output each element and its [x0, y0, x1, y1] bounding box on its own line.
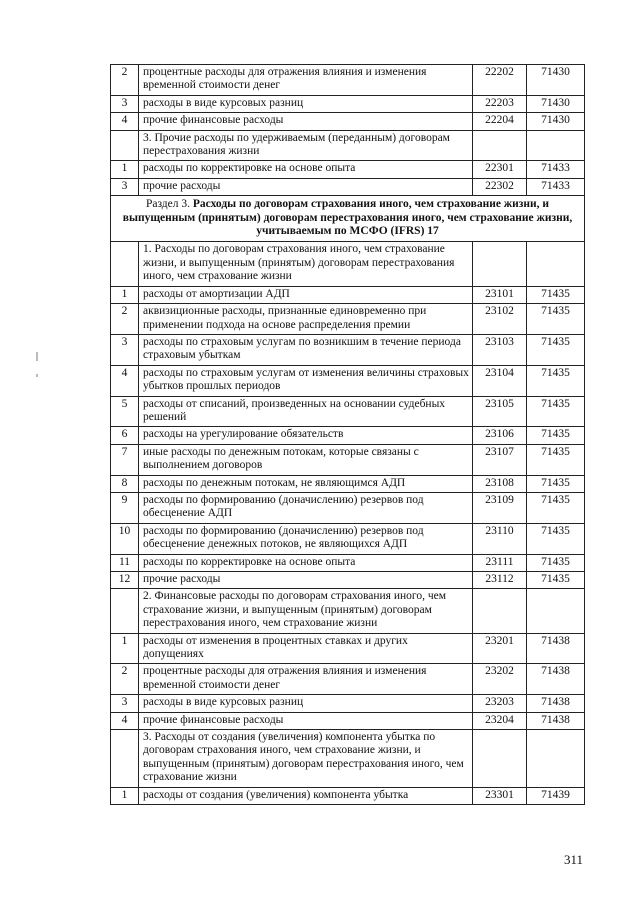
table-row — [111, 178, 585, 195]
row-account: 71438 — [527, 633, 585, 664]
row-number: 4 — [111, 712, 139, 729]
row-account: 71435 — [527, 286, 585, 303]
scan-mark — [36, 352, 38, 361]
page-number: 311 — [564, 852, 584, 867]
row-description: расходы по формированию (доначислению) резервов под обесценение АДП — [139, 492, 473, 523]
row-account — [527, 242, 585, 286]
table-row — [111, 286, 585, 303]
row-account: 71435 — [527, 572, 585, 589]
group-title: 3. Прочие расходы по удерживаемым (переданным) договорам перестрахования жизни — [139, 130, 473, 161]
row-account: 71430 — [527, 65, 585, 96]
scan-mark — [36, 374, 38, 377]
row-account — [527, 589, 585, 633]
row-description: процентные расходы для отражения влияния и изменения временной стоимости денег — [139, 664, 473, 695]
table-row — [111, 365, 585, 396]
row-account: 71435 — [527, 427, 585, 444]
table-row — [111, 396, 585, 427]
row-description: расходы на урегулирование обязательств — [139, 427, 473, 444]
table-row — [111, 664, 585, 695]
row-number: 7 — [111, 444, 139, 475]
table-row — [111, 65, 585, 96]
group-title: 3. Расходы от создания (увеличения) компонента убытка по договорам страхования иного, чем страхование жизни, и выпущенным (принятым) договорам перестрахования иного, чем страхование жизни — [139, 730, 473, 788]
row-account: 71435 — [527, 396, 585, 427]
table-row — [111, 475, 585, 492]
row-account — [527, 130, 585, 161]
row-number: 2 — [111, 664, 139, 695]
row-number: 8 — [111, 475, 139, 492]
table-row — [111, 633, 585, 664]
row-number: 3 — [111, 178, 139, 195]
table-row — [111, 492, 585, 523]
table-row — [111, 695, 585, 712]
group-title: 1. Расходы по договорам страхования иного, чем страхование жизни, и выпущенным (принятым) договорам перестрахования иного, чем страхование жизни — [139, 242, 473, 286]
row-number: 9 — [111, 492, 139, 523]
row-code: 23112 — [473, 572, 527, 589]
row-account: 71439 — [527, 787, 585, 804]
row-number — [111, 589, 139, 633]
row-description: расходы от изменения в процентных ставках и других допущениях — [139, 633, 473, 664]
row-number — [111, 730, 139, 788]
row-description: процентные расходы для отражения влияния и изменения временной стоимости денег — [139, 65, 473, 96]
row-code: 23201 — [473, 633, 527, 664]
accounts-table — [110, 64, 585, 805]
row-code: 23111 — [473, 554, 527, 571]
row-code: 23109 — [473, 492, 527, 523]
row-code: 22204 — [473, 113, 527, 130]
row-description: расходы по корректировке на основе опыта — [139, 161, 473, 178]
row-number: 2 — [111, 65, 139, 96]
row-code: 23301 — [473, 787, 527, 804]
table-row — [111, 334, 585, 365]
row-number: 11 — [111, 554, 139, 571]
row-code — [473, 242, 527, 286]
row-account: 71438 — [527, 712, 585, 729]
table-row — [111, 572, 585, 589]
row-account: 71435 — [527, 365, 585, 396]
row-description: расходы по страховым услугам от изменения величины страховых убытков прошлых периодов — [139, 365, 473, 396]
row-description: прочие расходы — [139, 572, 473, 589]
row-account: 71435 — [527, 334, 585, 365]
row-account: 71438 — [527, 695, 585, 712]
row-account: 71433 — [527, 161, 585, 178]
row-number: 3 — [111, 95, 139, 112]
row-code: 23204 — [473, 712, 527, 729]
row-code — [473, 130, 527, 161]
table-row — [111, 554, 585, 571]
row-description: прочие расходы — [139, 178, 473, 195]
row-description: расходы от списаний, произведенных на основании судебных решений — [139, 396, 473, 427]
table-row — [111, 523, 585, 554]
table-row — [111, 427, 585, 444]
row-code — [473, 730, 527, 788]
table-row — [111, 113, 585, 130]
row-description: аквизиционные расходы, признанные единовременно при применении подхода на основе распределения премии — [139, 304, 473, 335]
row-description: расходы по формированию (доначислению) резервов под обесценение денежных потоков, не являющихся АДП — [139, 523, 473, 554]
row-account: 71435 — [527, 523, 585, 554]
row-code: 23202 — [473, 664, 527, 695]
row-description: иные расходы по денежным потокам, которые связаны с выполнением договоров — [139, 444, 473, 475]
row-number: 3 — [111, 334, 139, 365]
row-code: 23107 — [473, 444, 527, 475]
row-number — [111, 242, 139, 286]
section-header-row — [111, 196, 585, 242]
row-description: расходы в виде курсовых разниц — [139, 95, 473, 112]
row-code: 23103 — [473, 334, 527, 365]
row-number: 4 — [111, 365, 139, 396]
row-number — [111, 130, 139, 161]
row-description: расходы по корректировке на основе опыта — [139, 554, 473, 571]
row-code: 23102 — [473, 304, 527, 335]
row-code: 23106 — [473, 427, 527, 444]
table-row — [111, 712, 585, 729]
row-account: 71438 — [527, 664, 585, 695]
row-account: 71435 — [527, 444, 585, 475]
row-account: 71433 — [527, 178, 585, 195]
row-number: 2 — [111, 304, 139, 335]
row-code: 22202 — [473, 65, 527, 96]
row-account: 71435 — [527, 475, 585, 492]
section-header — [111, 196, 585, 242]
row-code: 22203 — [473, 95, 527, 112]
section-title: Расходы по договорам страхования иного, чем страхование жизни, и выпущенным (принятым) договорам перестрахования иного, чем страхование жизни, учитываемым по МСФО (IFRS) 17 — [122, 198, 573, 238]
table-row — [111, 95, 585, 112]
row-code: 23108 — [473, 475, 527, 492]
accounts-table-body — [111, 65, 585, 805]
row-code: 23110 — [473, 523, 527, 554]
row-account: 71435 — [527, 304, 585, 335]
row-code: 22302 — [473, 178, 527, 195]
row-code: 23105 — [473, 396, 527, 427]
row-number: 1 — [111, 633, 139, 664]
row-description: прочие финансовые расходы — [139, 113, 473, 130]
row-number: 1 — [111, 161, 139, 178]
row-number: 5 — [111, 396, 139, 427]
row-account: 71430 — [527, 113, 585, 130]
row-code: 23101 — [473, 286, 527, 303]
row-number: 12 — [111, 572, 139, 589]
table-row — [111, 161, 585, 178]
section-prefix: Раздел 3. — [145, 198, 190, 211]
row-number: 4 — [111, 113, 139, 130]
row-description: прочие финансовые расходы — [139, 712, 473, 729]
row-description: расходы от создания (увеличения) компонента убытка — [139, 787, 473, 804]
row-code — [473, 589, 527, 633]
group-title: 2. Финансовые расходы по договорам страхования иного, чем страхование жизни, и выпущенным (принятым) договорам перестрахования иного, чем страхование жизни — [139, 589, 473, 633]
group-header-row — [111, 130, 585, 161]
group-header-row — [111, 242, 585, 286]
row-code: 23203 — [473, 695, 527, 712]
row-code: 23104 — [473, 365, 527, 396]
row-description: расходы по денежным потокам, не являющимся АДП — [139, 475, 473, 492]
row-account — [527, 730, 585, 788]
row-number: 1 — [111, 787, 139, 804]
row-code: 22301 — [473, 161, 527, 178]
group-header-row — [111, 589, 585, 633]
table-row — [111, 444, 585, 475]
group-header-row — [111, 730, 585, 788]
row-number: 3 — [111, 695, 139, 712]
row-account: 71435 — [527, 492, 585, 523]
row-description: расходы по страховым услугам по возникшим в течение периода страховым убыткам — [139, 334, 473, 365]
row-number: 10 — [111, 523, 139, 554]
row-description: расходы в виде курсовых разниц — [139, 695, 473, 712]
table-row — [111, 304, 585, 335]
row-account: 71435 — [527, 554, 585, 571]
row-description: расходы от амортизации АДП — [139, 286, 473, 303]
row-account: 71430 — [527, 95, 585, 112]
row-number: 1 — [111, 286, 139, 303]
row-number: 6 — [111, 427, 139, 444]
table-row — [111, 787, 585, 804]
